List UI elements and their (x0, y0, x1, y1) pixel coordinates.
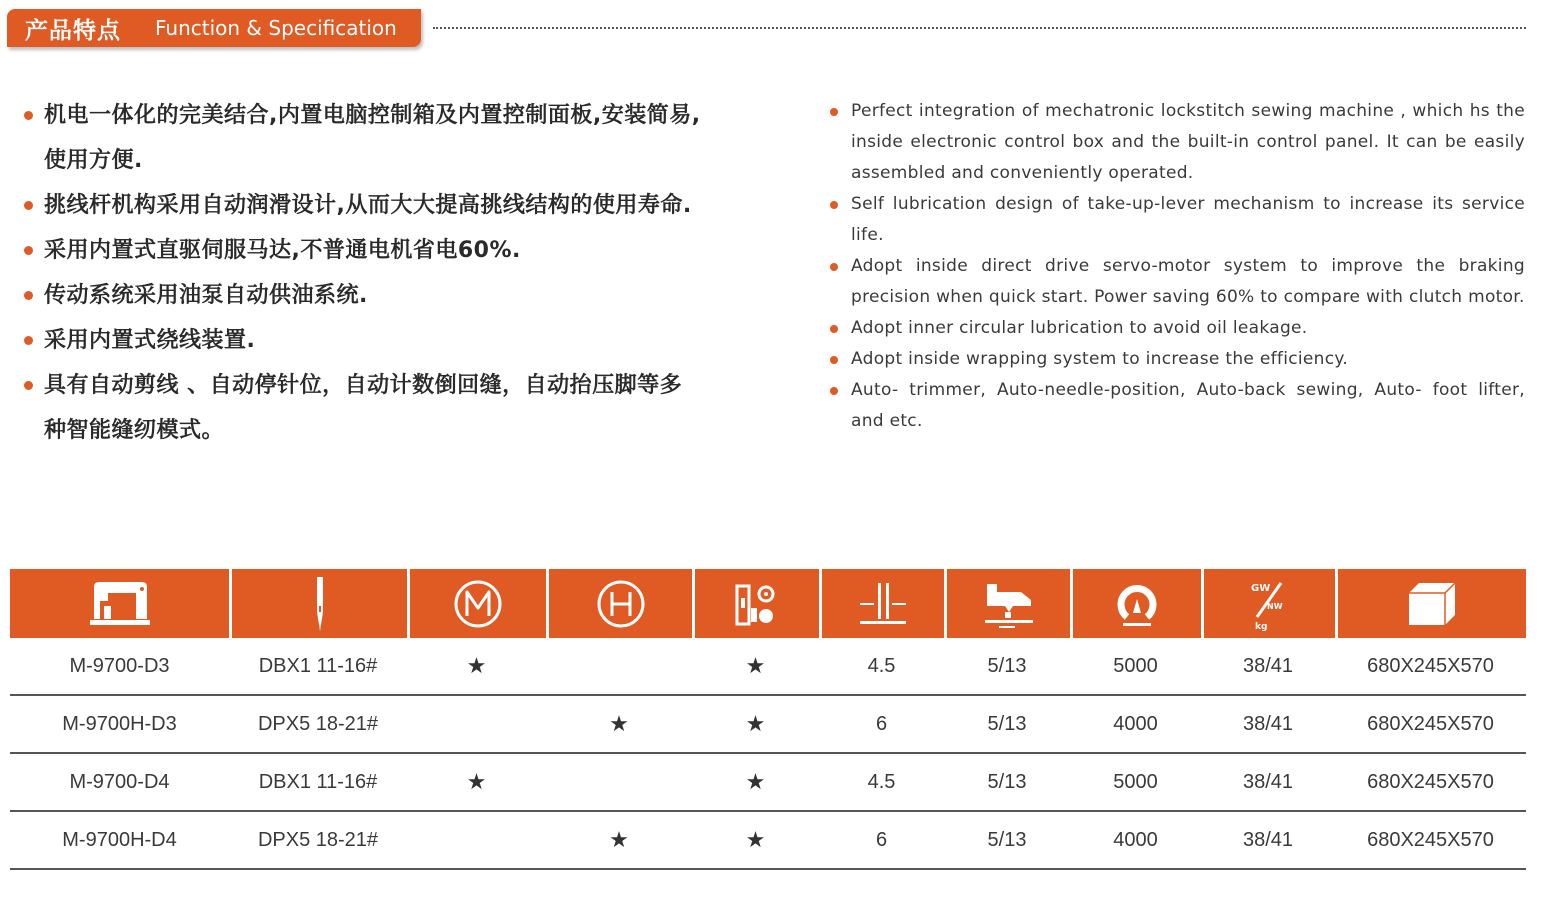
size-cell: 680X245X570 (1335, 754, 1526, 812)
feature-list-en (829, 96, 1525, 437)
table-row (10, 812, 1526, 870)
weight-cell: 38/41 (1201, 696, 1335, 754)
m-cell: ★ (407, 754, 546, 812)
feature-cn-item: 采用内置式直驱伺服马达,不普通电机省电60%. (24, 228, 704, 273)
foot-cell: 5/13 (944, 754, 1070, 812)
model-cell: M-9700H-D4 (10, 812, 229, 870)
table-row (10, 696, 1526, 754)
stitch-cell: 4.5 (819, 754, 944, 812)
speed-cell: 4000 (1070, 812, 1201, 870)
foot-cell: 5/13 (944, 638, 1070, 696)
needle-cell: DPX5 18-21# (229, 812, 407, 870)
weight-cell: 38/41 (1201, 638, 1335, 696)
needle-cell: DPX5 18-21# (229, 696, 407, 754)
feature-en-item: Perfect integration of mechatronic lockstitch sewing machine , which hs the inside electronic control box and the built-in control panel. It can be easily assembled and conveniently operated. (829, 96, 1525, 189)
feature-en-item: Adopt inner circular lubrication to avoid oil leakage. (829, 313, 1525, 344)
weight-gw-label: GW (1250, 582, 1270, 594)
table-row (10, 638, 1526, 696)
feature-en-item: Self lubrication design of take-up-lever mechanism to increase its service life. (829, 189, 1525, 251)
stitch-cell: 4.5 (819, 638, 944, 696)
foot-cell: 5/13 (944, 812, 1070, 870)
lub-cell: ★ (692, 696, 819, 754)
stitch-cell: 6 (819, 812, 944, 870)
lub-cell: ★ (692, 638, 819, 696)
needle-cell: DBX1 11-16# (229, 638, 407, 696)
feature-en-item: Adopt inside direct drive servo-motor system to improve the braking precision when quick start. Power saving 60% to compare with clutch motor. (829, 251, 1525, 313)
box-icon (1403, 579, 1461, 629)
col-h-header (546, 569, 692, 638)
col-stitch-header (819, 569, 944, 638)
stitch-length-icon (856, 579, 910, 629)
feature-cn-item: 机电一体化的完美结合,内置电脑控制箱及内置控制面板,安装简易,使用方便. (24, 93, 704, 183)
feature-cn-item: 具有自动剪线 、自动停针位，自动计数倒回缝，自动抬压脚等多种智能缝纫模式。 (24, 363, 704, 453)
h-cell (546, 638, 692, 696)
table-row (10, 754, 1526, 812)
speed-cell: 4000 (1070, 696, 1201, 754)
speed-cell: 5000 (1070, 754, 1201, 812)
sewing-machine-icon (88, 579, 152, 629)
lub-cell: ★ (692, 754, 819, 812)
dotted-divider (433, 27, 1526, 29)
spec-table (10, 569, 1526, 870)
section-title-cn: 产品特点 (25, 17, 121, 44)
section-title-en: Function & Specification (155, 16, 397, 40)
weight-icon (1245, 577, 1295, 631)
presser-foot-icon (979, 578, 1039, 630)
col-model-header (10, 569, 229, 638)
weight-nw-label: NW (1266, 601, 1283, 611)
table-header-row (10, 569, 1526, 638)
speed-cell: 5000 (1070, 638, 1201, 696)
col-size-header (1335, 569, 1526, 638)
size-cell: 680X245X570 (1335, 812, 1526, 870)
feature-en-item: Auto- trimmer, Auto-needle-position, Auto-back sewing, Auto- foot lifter, and etc. (829, 375, 1525, 437)
m-circle-icon (452, 578, 504, 630)
speed-icon (1111, 577, 1163, 631)
col-needle-header (229, 569, 407, 638)
section-header (7, 9, 421, 47)
feature-list-cn (24, 93, 704, 453)
col-lubrication-header (692, 569, 819, 638)
model-cell: M-9700H-D3 (10, 696, 229, 754)
feature-cn-item: 挑线杆机构采用自动润滑设计,从而大大提高挑线结构的使用寿命. (24, 183, 704, 228)
h-circle-icon (595, 578, 647, 630)
needle-cell: DBX1 11-16# (229, 754, 407, 812)
size-cell: 680X245X570 (1335, 696, 1526, 754)
foot-cell: 5/13 (944, 696, 1070, 754)
col-weight-header (1201, 569, 1335, 638)
model-cell: M-9700-D3 (10, 638, 229, 696)
weight-kg-label: kg (1254, 621, 1267, 631)
col-m-header (407, 569, 546, 638)
col-speed-header (1070, 569, 1201, 638)
m-cell (407, 812, 546, 870)
h-cell: ★ (546, 696, 692, 754)
weight-cell: 38/41 (1201, 812, 1335, 870)
feature-cn-item: 传动系统采用油泵自动供油系统. (24, 273, 704, 318)
needle-icon (312, 576, 328, 632)
lub-cell: ★ (692, 812, 819, 870)
feature-en-item: Adopt inside wrapping system to increase the efficiency. (829, 344, 1525, 375)
h-cell (546, 754, 692, 812)
size-cell: 680X245X570 (1335, 638, 1526, 696)
weight-cell: 38/41 (1201, 754, 1335, 812)
h-cell: ★ (546, 812, 692, 870)
m-cell: ★ (407, 638, 546, 696)
lubrication-icon (731, 578, 783, 630)
model-cell: M-9700-D4 (10, 754, 229, 812)
col-foot-header (944, 569, 1070, 638)
feature-cn-item: 采用内置式绕线装置. (24, 318, 704, 363)
stitch-cell: 6 (819, 696, 944, 754)
m-cell (407, 696, 546, 754)
